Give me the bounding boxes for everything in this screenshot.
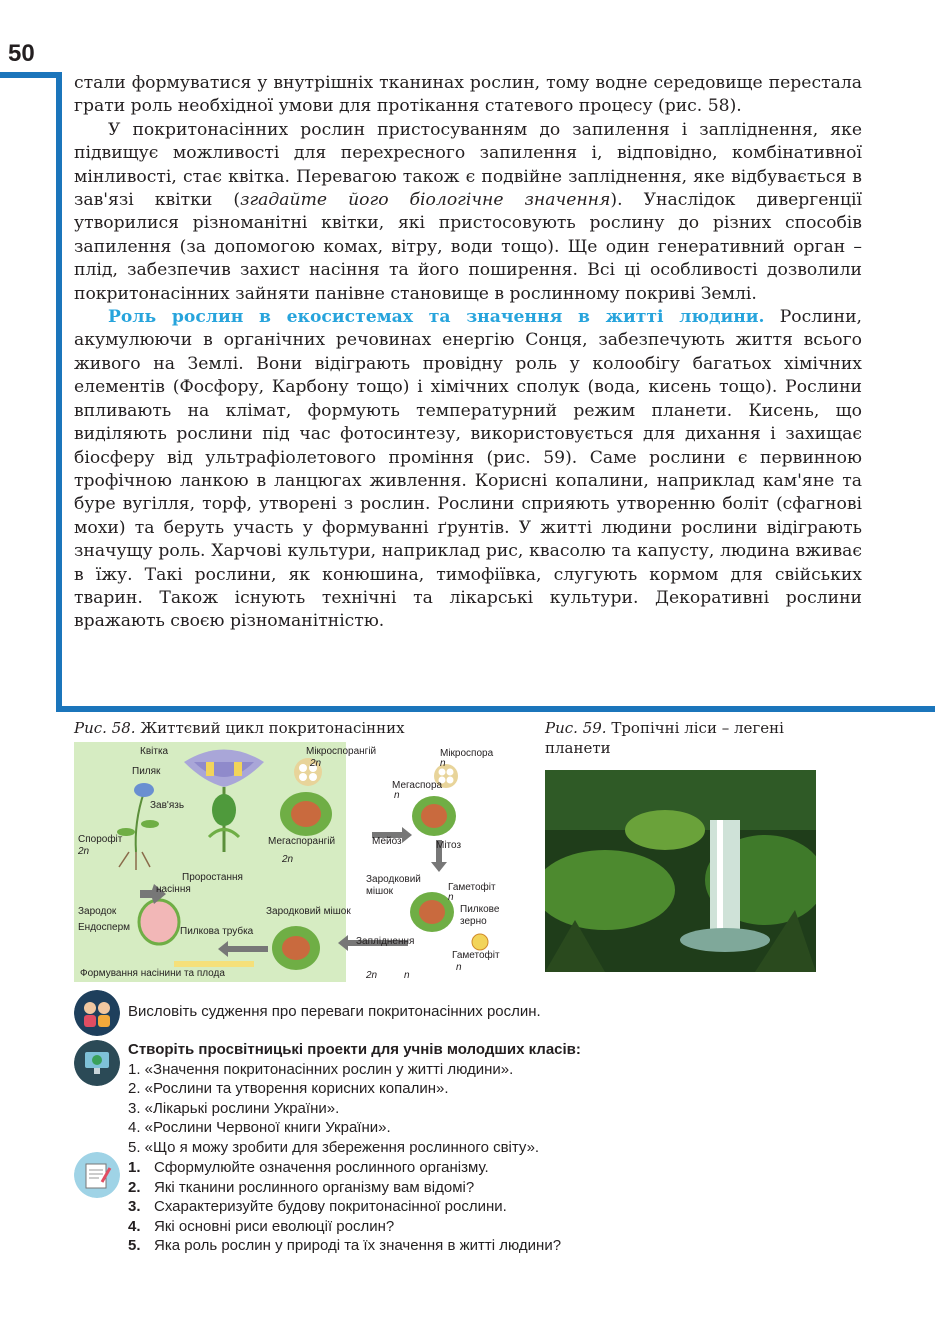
megasporangium-illustration xyxy=(280,792,332,836)
label-microspore: Мікроспора xyxy=(440,748,494,759)
question-item: 3. Схарактеризуйте будову покритонасінної рослини. xyxy=(128,1198,507,1215)
label-anther: Пиляк xyxy=(132,766,161,777)
angiosperm-life-cycle-diagram xyxy=(74,742,514,982)
tropical-forest-photo xyxy=(545,770,816,972)
label-sporophyte-ploidy: 2n xyxy=(78,846,90,857)
label-megaspore-ploidy: n xyxy=(394,790,400,801)
paragraph-2: У покритонасінних рослин пристосуванням до запилення і запліднення, яке підвищує можливості для перехресного запилення і, відповідно, комбінативної мінливості, стає квітка. Перевагою також є подвійне запліднення, яке відбувається в зав'язі квітки (згадайте його біологічне значення). Унаслідок дивергенції утворилися різноманітні квітки, які пристосовують рослину до різних способів запилення (за допомогою комах, вітру, води тощо). Ще один генеративний орган – плід, забезпечив захист насіння та його поширення. Всі ці особливості дозволили покритонасінних зайняти панівне становище в рослинному покриві Землі. xyxy=(74,119,862,304)
review-questions xyxy=(128,1158,908,1256)
discussion-task: Висловіть судження про переваги покритонасінних рослин. xyxy=(128,1003,541,1020)
megaspore-illustration xyxy=(412,796,456,836)
page-number: 50 xyxy=(8,40,35,67)
label-seed-formation: Формування насінини та плода xyxy=(80,968,225,979)
label-germination: Проростання xyxy=(182,872,243,883)
project-item: 5. «Що я можу зробити для збереження рослинного світу». xyxy=(128,1138,540,1156)
question-item: 4. Які основні риси еволюції рослин? xyxy=(128,1217,395,1235)
label-flower: Квітка xyxy=(140,746,169,757)
project-item: 2. «Рослини та утворення корисних копалин». xyxy=(128,1080,449,1097)
projects-title: Створіть просвітницькі проекти для учнів молодших класів: xyxy=(128,1041,581,1058)
question-item: 5. Яка роль рослин у природі та їх значення в житті людини? xyxy=(128,1237,562,1254)
projects-task xyxy=(128,1040,908,1157)
label-megasporangium-ploidy: 2n xyxy=(282,854,294,865)
questions-icon xyxy=(74,1152,120,1198)
italic-prompt: згадайте його біологічне значення xyxy=(240,190,611,211)
label-gametophyte-1: Гаметофіт xyxy=(448,882,496,893)
label-pollen-1: Пилкове xyxy=(460,904,500,915)
question-item: 2. Які тканини рослинного організму вам відомі? xyxy=(128,1178,475,1196)
label-ovary: Зав'язь xyxy=(150,800,185,811)
label-embryo-sac-bottom: Зародковий мішок xyxy=(266,906,351,917)
label-microsporangium: Мікроспорангій xyxy=(306,746,377,757)
main-text xyxy=(74,72,862,634)
fig59-caption: Рис. 59. Тропічні ліси – легені планети xyxy=(545,719,784,757)
section-divider xyxy=(56,706,935,712)
paragraph-1: стали формуватися у внутрішніх тканинах рослин, тому водне середовище перестала грати роль необхідної умови для протікання статевого процесу (рис. 58). xyxy=(74,73,862,117)
label-mitosis: Мітоз xyxy=(436,840,462,851)
label-fertilization: Запліднення xyxy=(356,936,415,947)
label-sporophyte: Спорофіт xyxy=(78,834,123,845)
fertilization-illustration xyxy=(272,926,320,970)
label-gametophyte-1-ploidy: n xyxy=(448,892,454,903)
paragraph-3: Роль рослин в екосистемах та значення в житті людини. Рослини, акумулюючи в органічних речовинах енергію Сонця, забезпечують життя всього живого на Землі. Вони відіграють провідну роль у колообігу багатьох хімічних елементів (Фосфору, Карбону тощо) і хімічних сполук (вода, кисень тощо). Рослини впливають на клімат, формують температурний режим планети. Кисень, що виділяють рослини під час фотосинтезу, використовується для дихання і захищає біосферу від ультрафіолетового проміння (рис. 59). Саме рослини є первинною трофічною ланкою в ланцюгах живлення. Корисні копалини, наприклад кам'яне та буре вугілля, торф, утворені з рослин. Рослини сприяють утворенню боліт (сфагнові мохи) та беруть участь у формуванні ґрунтів. У житті людини рослини відіграють значущу роль. Харчові культури, наприклад рис, квасолю та капусту, людина вживає в їжу. Такі рослини, як конюшина, тимофіївка, слугують кормом для свійських тварин. Також існують технічні та лікарські культури. Декоративні рослини вражають своєю різноманітністю. xyxy=(74,307,862,632)
label-microspore-ploidy: n xyxy=(440,758,446,769)
label-seed: насіння xyxy=(156,884,191,895)
fig58-caption: Рис. 58. Життєвий цикл покритонасінних xyxy=(74,719,405,737)
question-item: 1. Сформулюйте означення рослинного організму. xyxy=(128,1159,489,1176)
project-item: 4. «Рослини Червоної книги України». xyxy=(128,1119,391,1136)
legend-haploid: n xyxy=(404,970,410,981)
project-item: 1. «Значення покритонасінних рослин у житті людини». xyxy=(128,1060,514,1078)
label-embryo-sac-2: мішок xyxy=(366,886,394,897)
section-heading: Роль рослин в екосистемах та значення в житті людини. xyxy=(108,307,765,328)
label-megasporangium: Мегаспорангій xyxy=(268,836,336,847)
pollen-grain-illustration xyxy=(472,934,488,950)
label-meiosis: Мейоз xyxy=(372,836,402,847)
label-pollen-tube: Пилкова трубка xyxy=(180,926,254,937)
label-microsporangium-ploidy: 2n xyxy=(310,758,322,769)
label-gametophyte-2: Гаметофіт xyxy=(452,950,500,961)
label-embryo-sac-1: Зародковий xyxy=(366,874,421,885)
legend-diploid: 2n xyxy=(366,970,378,981)
discussion-icon xyxy=(74,990,120,1036)
label-megaspore: Мегаспора xyxy=(392,780,443,791)
section-bracket xyxy=(0,72,62,712)
label-pollen-2: зерно xyxy=(460,916,487,927)
label-gametophyte-2-ploidy: n xyxy=(456,962,462,973)
project-icon xyxy=(74,1040,120,1086)
label-embryo: Зародок xyxy=(78,906,117,917)
project-item: 3. «Лікарькі рослини України». xyxy=(128,1099,340,1117)
label-endosperm: Ендосперм xyxy=(78,922,131,933)
seed-illustration xyxy=(139,900,179,944)
